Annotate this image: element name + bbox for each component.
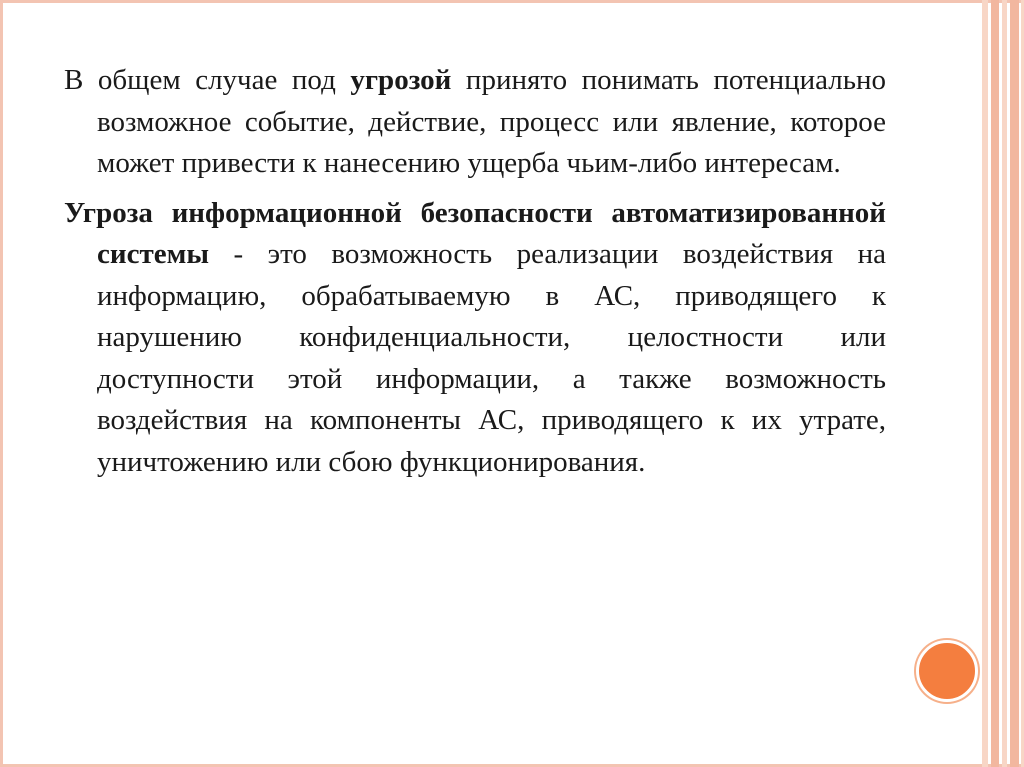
slide-border-left xyxy=(0,0,3,767)
stripe xyxy=(991,0,999,767)
stripe xyxy=(1010,0,1019,767)
slide-body xyxy=(64,60,886,483)
paragraph-text: В общем случае под xyxy=(64,64,351,96)
stripe xyxy=(1002,0,1007,767)
term-is-threat: Угроза информационной безопасности автоматизированной системы xyxy=(64,196,886,270)
stripe xyxy=(982,0,988,767)
accent-circle xyxy=(916,640,978,702)
paragraph-threat-definition xyxy=(64,60,886,185)
decorative-stripes xyxy=(982,0,1024,767)
term-threat: угрозой xyxy=(350,64,452,96)
slide-border-top xyxy=(0,0,1024,3)
paragraph-is-threat-definition xyxy=(64,193,886,484)
paragraph-text: принято понимать потенциально возможное событие, действие, процесс или явление, которое может привести к нанесению ущерба чьим-либо интересам. xyxy=(97,64,886,179)
paragraph-text: - это возможность реализации воздействия на информацию, обрабатываемую в АС, приводящего к нарушению конфиденциальности, целостности или доступности этой информации, а также возможность воздействия на компоненты АС, приводящего к их утрате, уничтожению или сбою функционирования. xyxy=(97,238,886,478)
